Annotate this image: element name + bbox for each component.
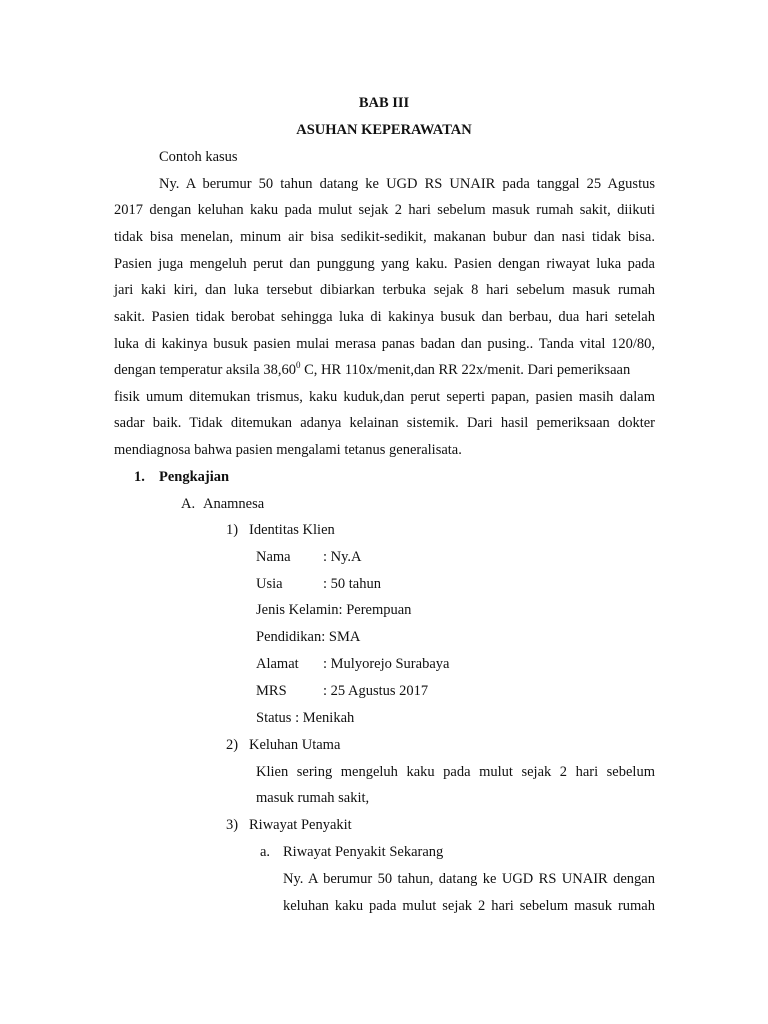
keluhan-line: masuk rumah sakit,	[256, 790, 370, 806]
sekarang-line: keluhan kaku pada mulut sejak 2 hari sebelum masuk rumah	[283, 898, 655, 914]
case-paragraph-line: 2017 dengan keluhan kaku pada mulut sejak 2 hari sebelum masuk rumah sakit, diikuti	[114, 202, 655, 218]
case-paragraph-line: tidak bisa menelan, minum air bisa sedikit-sedikit, makanan bubur dan nasi tidak bisa.	[114, 229, 655, 245]
case-paragraph-line: fisik umum ditemukan trismus, kaku kuduk,dan perut seperti papan, pasien masih dalam	[114, 389, 655, 405]
subitem-heading: Riwayat Penyakit Sekarang	[283, 844, 444, 860]
case-paragraph-line	[114, 361, 655, 379]
case-paragraph-line: mendiagnosa bahwa pasien mengalami tetanus generalisata.	[114, 442, 462, 458]
case-paragraph-line: luka di kakinya busuk pasien mulai merasa panas badan dan pusing.. Tanda vital 120/80,	[114, 336, 655, 352]
case-paragraph-line: Pasien juga mengeluh perut dan punggung yang kaku. Pasien dengan riwayat luka pada	[114, 256, 655, 272]
identity-key: Status : Menikah	[256, 710, 355, 726]
identity-value: : 50 tahun	[323, 576, 381, 592]
identity-value: : 25 Agustus 2017	[323, 683, 429, 699]
case-paragraph-line: sakit. Pasien tidak berobat sehingga luka di kakinya busuk dan berbau, dua hari setelah	[114, 309, 655, 325]
case-paragraph-line: Ny. A berumur 50 tahun datang ke UGD RS UNAIR pada tanggal 25 Agustus	[159, 176, 655, 192]
identity-key: MRS	[256, 683, 287, 699]
section-number: 1.	[134, 469, 145, 485]
identity-key: Alamat	[256, 656, 299, 672]
section-heading: Pengkajian	[159, 469, 230, 485]
item-heading: Riwayat Penyakit	[249, 817, 352, 833]
sekarang-line: Ny. A berumur 50 tahun, datang ke UGD RS UNAIR dengan	[283, 871, 655, 887]
case-paragraph-line: sadar baik. Tidak ditemukan adanya kelainan sistemik. Dari hasil pemeriksaan dokter	[114, 415, 655, 431]
case-heading: Contoh kasus	[159, 149, 238, 165]
item-heading: Identitas Klien	[249, 522, 335, 538]
item-heading: Keluhan Utama	[249, 737, 341, 753]
keluhan-line: Klien sering mengeluh kaku pada mulut sejak 2 hari sebelum	[256, 764, 655, 780]
subsection-heading: Anamnesa	[203, 496, 265, 512]
subitem-letter: a.	[260, 844, 271, 860]
case-paragraph-line: jari kaki kiri, dan luka tersebut dibiarkan terbuka sejak 8 hari sebelum masuk rumah	[114, 282, 655, 298]
item-number: 3)	[226, 817, 239, 833]
subsection-letter: A.	[181, 496, 196, 512]
identity-value: : Mulyorejo Surabaya	[323, 656, 450, 672]
item-number: 2)	[226, 737, 239, 753]
identity-value: : Ny.A	[323, 549, 362, 565]
identity-key: Nama	[256, 549, 291, 565]
identity-key: Usia	[256, 576, 283, 592]
identity-key: Pendidikan: SMA	[256, 629, 361, 645]
temperature-text: dengan temperatur aksila 38,60$^0$ C, HR 110x/menit,dan RR 22x/menit. Dari pemeriksaan	[114, 360, 631, 378]
chapter-title: BAB III	[358, 95, 410, 111]
identity-key: Jenis Kelamin: Perempuan	[256, 602, 412, 618]
item-number: 1)	[226, 522, 239, 538]
chapter-subtitle: ASUHAN KEPERAWATAN	[296, 122, 472, 138]
